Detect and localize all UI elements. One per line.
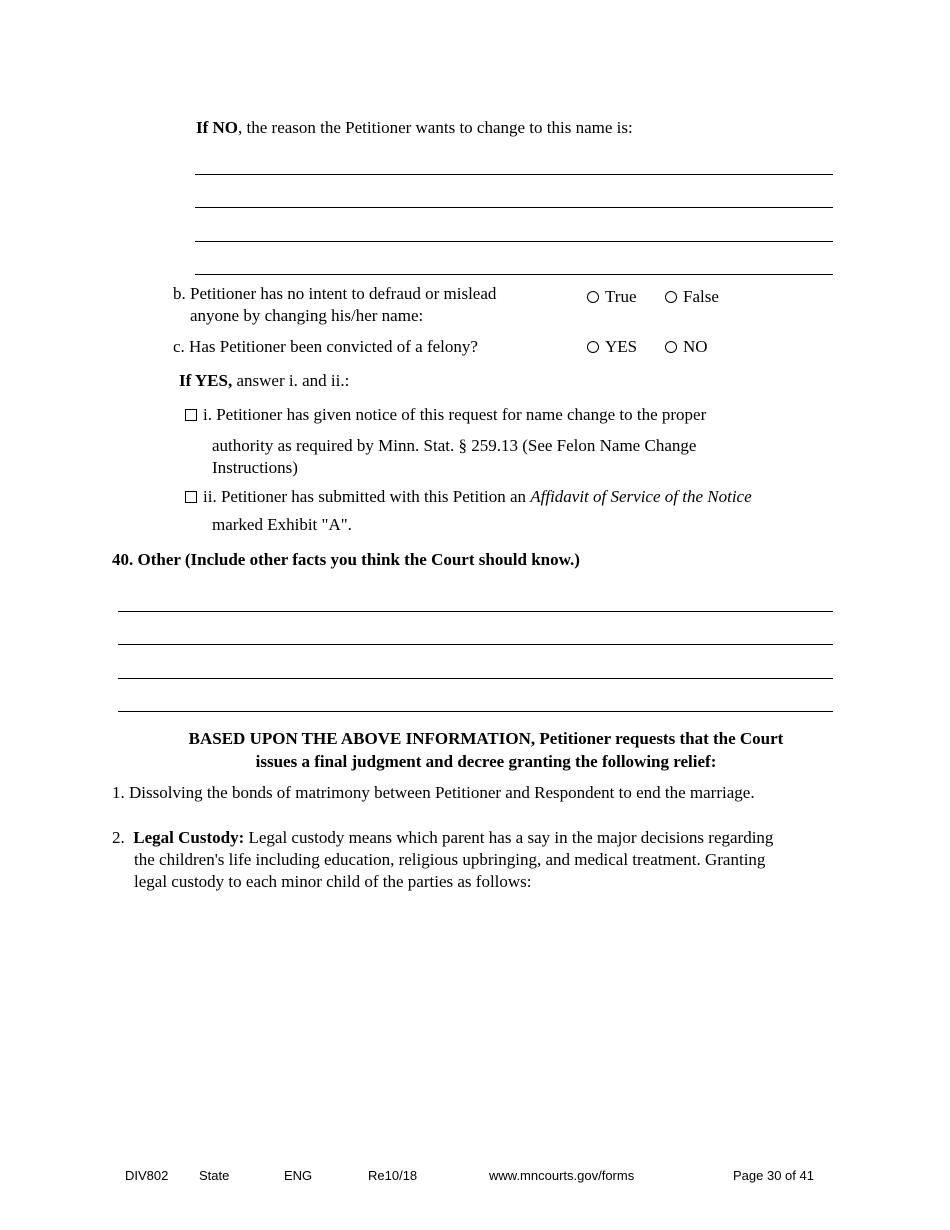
item-i-checkbox[interactable] xyxy=(185,409,197,421)
false-label: False xyxy=(683,287,719,306)
if-yes-text: answer i. and ii.: xyxy=(232,371,350,390)
footer-url[interactable]: www.mncourts.gov/forms xyxy=(489,1168,635,1183)
if-no-label: If NO xyxy=(196,118,239,137)
other-line-4[interactable] xyxy=(118,711,833,712)
footer-page-number: Page 30 of 41 xyxy=(733,1168,814,1183)
other-line-1[interactable] xyxy=(118,611,833,612)
reason-line-2[interactable] xyxy=(195,207,833,208)
footer-type: State xyxy=(199,1168,230,1183)
other-line-2[interactable] xyxy=(118,644,833,645)
item-ii-text: ii. Petitioner has submitted with this Petition an xyxy=(203,487,531,506)
if-yes-label: If YES, xyxy=(179,371,233,390)
item-i-line2: authority as required by Minn. Stat. § 259.13 (See Felon Name Change xyxy=(212,436,697,455)
relief-heading-line2: issues a final judgment and decree granting the following relief: xyxy=(255,752,717,771)
false-radio[interactable] xyxy=(665,291,677,303)
other-line-3[interactable] xyxy=(118,678,833,679)
footer-language: ENG xyxy=(284,1168,313,1183)
item-i-line1 xyxy=(185,405,706,425)
reason-line-1[interactable] xyxy=(195,174,833,175)
reason-line-3[interactable] xyxy=(195,241,833,242)
question-b-line1: b. Petitioner has no intent to defraud or mislead xyxy=(173,284,497,303)
relief-item-1: 1. Dissolving the bonds of matrimony between Petitioner and Respondent to end the marriage. xyxy=(112,783,755,802)
footer-revision: Re10/18 xyxy=(368,1168,418,1183)
no-radio[interactable] xyxy=(665,341,677,353)
reason-line-4[interactable] xyxy=(195,274,833,275)
item-i-text: i. Petitioner has given notice of this request for name change to the proper xyxy=(203,405,707,424)
footer-form-number: DIV802 xyxy=(125,1168,169,1183)
question-b-line2: anyone by changing his/her name: xyxy=(190,306,424,325)
true-option[interactable] xyxy=(587,287,637,307)
item-i-line3: Instructions) xyxy=(212,458,298,477)
true-radio[interactable] xyxy=(587,291,599,303)
relief-item-2-number: 2. xyxy=(112,828,134,847)
relief-item-2-line3: legal custody to each minor child of the parties as follows: xyxy=(134,872,532,891)
if-yes-prompt xyxy=(179,371,349,391)
relief-item-2-line1 xyxy=(112,828,773,848)
item-ii-italic: Affidavit of Service of the Notice xyxy=(530,487,752,506)
yes-option[interactable] xyxy=(587,337,637,357)
yes-label: YES xyxy=(605,337,638,356)
item-ii-line1 xyxy=(185,487,752,507)
item-ii-checkbox[interactable] xyxy=(185,491,197,503)
if-no-text: , the reason the Petitioner wants to change to this name is: xyxy=(238,118,633,137)
legal-custody-label: Legal Custody: xyxy=(133,828,245,847)
item-ii-line2: marked Exhibit "A". xyxy=(212,515,352,534)
if-no-prompt xyxy=(196,118,633,138)
relief-item-2-text: Legal custody means which parent has a say in the major decisions regarding xyxy=(244,828,774,847)
yes-radio[interactable] xyxy=(587,341,599,353)
question-c: c. Has Petitioner been convicted of a felony? xyxy=(173,337,478,356)
q40-heading: 40. Other (Include other facts you think the Court should know.) xyxy=(112,550,580,569)
relief-item-2-line2: the children's life including education, religious upbringing, and medical treatment. Granting xyxy=(134,850,766,869)
relief-heading-line1: BASED UPON THE ABOVE INFORMATION, Petitioner requests that the Court xyxy=(188,729,784,748)
no-option[interactable] xyxy=(665,337,708,357)
false-option[interactable] xyxy=(665,287,719,307)
true-label: True xyxy=(605,287,637,306)
no-label: NO xyxy=(683,337,708,356)
